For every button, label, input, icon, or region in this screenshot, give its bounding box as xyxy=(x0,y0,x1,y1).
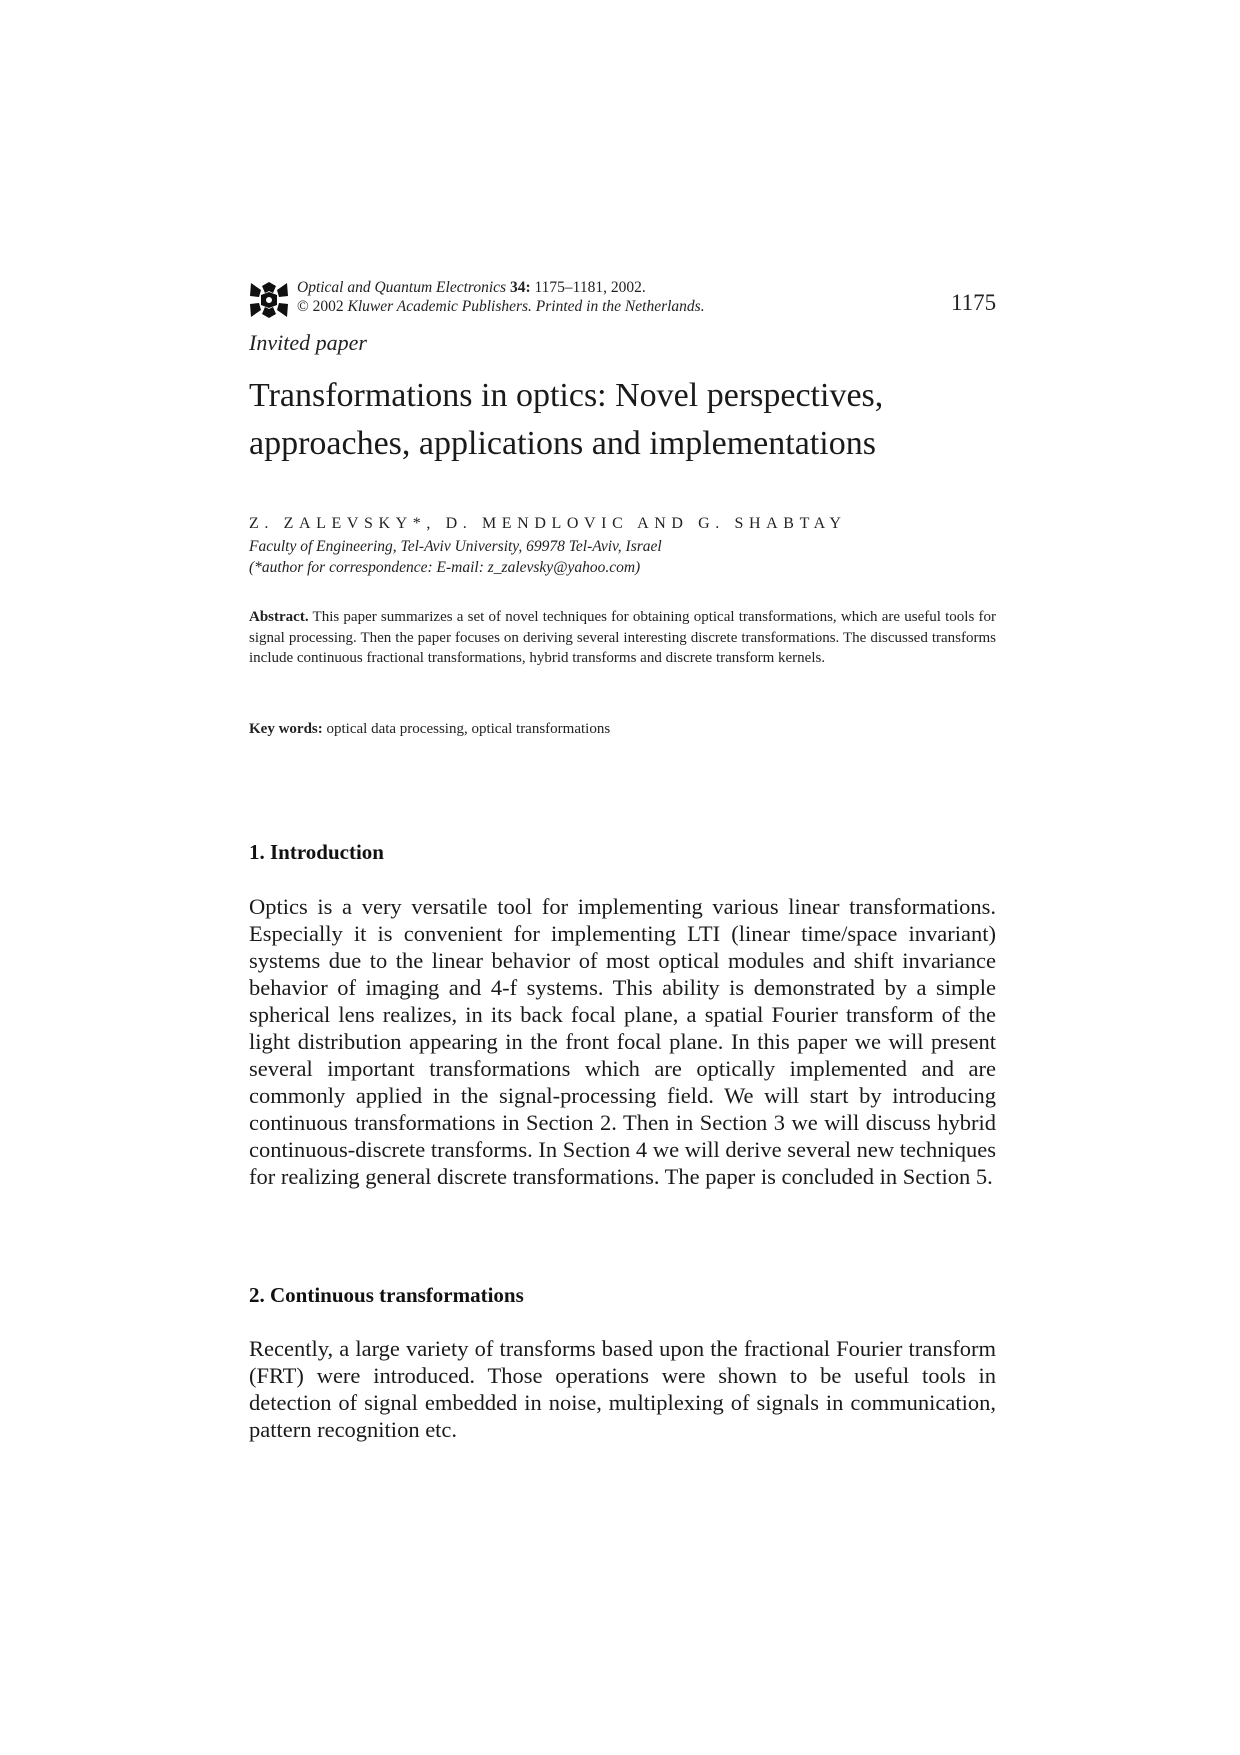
author-list: Z. ZALEVSKY*, D. MENDLOVIC AND G. SHABTAY xyxy=(249,515,847,532)
title-line-1: Transformations in optics: Novel perspectives, xyxy=(249,377,884,414)
abstract xyxy=(249,607,996,669)
correspondence-note: (*author for correspondence: E-mail: z_zalevsky@yahoo.com) xyxy=(249,559,641,576)
copyright-year: 2002 xyxy=(312,298,344,315)
section-heading-continuous-transformations: 2. Continuous transformations xyxy=(249,1283,524,1307)
publisher-logo-icon xyxy=(249,280,289,320)
abstract-label: Abstract. xyxy=(249,609,309,625)
keywords-text: optical data processing, optical transformations xyxy=(326,721,611,737)
journal-name: Optical and Quantum Electronics xyxy=(297,279,507,296)
section-body-introduction: Optics is a very versatile tool for implementing various linear transformations. Especially it is convenient for implementing LTI (linear time/space invariant) systems due to the linear behavior of most optical modules and shift invariance behavior of imaging and 4-f systems. This ability is demonstrated by a simple spherical lens realizes, in its back focal plane, a spatial Fourier transform of the light distribution appearing in the front focal plane. In this paper we will present several important transformations which are optically implemented and are commonly applied in the signal-processing field. We will start by introducing continuous transformations in Section 2. Then in Section 3 we will discuss hybrid continuous-discrete transforms. In Section 4 we will derive several new techniques for realizing general discrete transformations. The paper is concluded in Section 5. xyxy=(249,894,996,1189)
journal-pages-year: 1175–1181, 2002. xyxy=(534,279,646,296)
journal-citation xyxy=(297,278,705,316)
journal-volume: 34: xyxy=(509,279,531,296)
affiliation-block xyxy=(249,536,662,578)
keywords-label: Key words: xyxy=(249,721,323,737)
title-line-2: approaches, applications and implementations xyxy=(249,425,876,462)
paper-title xyxy=(249,372,1009,468)
abstract-text: This paper summarizes a set of novel techniques for obtaining optical transformations, which are useful tools for signal processing. Then the paper focuses on deriving several interesting discrete transformations. The discussed transforms include continuous fractional transformations, hybrid transforms and discrete transform kernels. xyxy=(249,609,997,666)
affiliation: Faculty of Engineering, Tel-Aviv University, 69978 Tel-Aviv, Israel xyxy=(249,538,662,555)
paper-type: Invited paper xyxy=(249,330,367,355)
copyright-symbol: © xyxy=(297,298,309,315)
section-heading-introduction: 1. Introduction xyxy=(249,840,384,864)
page-number: 1175 xyxy=(951,290,997,315)
keywords xyxy=(249,721,610,738)
publisher-line: Kluwer Academic Publishers. Printed in the Netherlands. xyxy=(347,298,705,315)
section-body-continuous-transformations: Recently, a large variety of transforms based upon the fractional Fourier transform (FRT) were introduced. Those operations were shown to be useful tools in detection of signal embedded in noise, multiplexing of signals in communication, pattern recognition etc. xyxy=(249,1336,996,1442)
